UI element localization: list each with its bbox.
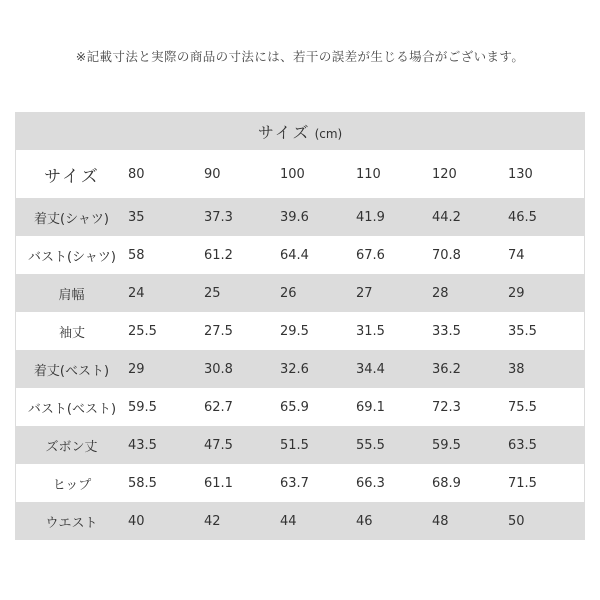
table-cell: [280, 198, 356, 236]
table-title-cell: [15, 112, 585, 150]
table-cell: [432, 426, 508, 464]
table-cell: [508, 388, 585, 426]
cell-value: 29: [128, 361, 145, 377]
cell-value: 50: [508, 513, 525, 529]
cell-value: 74: [508, 247, 525, 263]
cell-value: 42: [204, 513, 221, 529]
table-cell: [356, 502, 432, 540]
table-cell: [128, 464, 204, 502]
table-cell: [356, 464, 432, 502]
cell-value: 55.5: [356, 437, 385, 453]
size-header-row: [15, 150, 585, 198]
cell-value: 41.9: [356, 209, 385, 225]
cell-value: 62.7: [204, 399, 233, 415]
table-cell: [280, 274, 356, 312]
table-cell: [204, 388, 280, 426]
cell-value: 63.5: [508, 437, 537, 453]
table-cell: [128, 198, 204, 236]
table-cell: [356, 274, 432, 312]
table-cell: [280, 426, 356, 464]
size-header-cell: [432, 150, 508, 198]
cell-value: 38: [508, 361, 525, 377]
cell-value: 59.5: [432, 437, 461, 453]
size-header-cell: [128, 150, 204, 198]
table-cell: [356, 426, 432, 464]
table-cell: [432, 350, 508, 388]
size-header-cell: [204, 150, 280, 198]
table-row: [15, 312, 585, 350]
table-cell: [508, 350, 585, 388]
table-row: [15, 198, 585, 236]
row-label: ヒップ: [15, 464, 128, 502]
cell-value: 35: [128, 209, 145, 225]
table-cell: [432, 236, 508, 274]
table-cell: [508, 312, 585, 350]
table-cell: [356, 350, 432, 388]
cell-value: 39.6: [280, 209, 309, 225]
cell-value: 33.5: [432, 323, 461, 339]
cell-value: 67.6: [356, 247, 385, 263]
table-cell: [508, 426, 585, 464]
cell-value: 72.3: [432, 399, 461, 415]
cell-value: 58: [128, 247, 145, 263]
cell-value: 59.5: [128, 399, 157, 415]
table-cell: [356, 312, 432, 350]
table-title-row: [15, 112, 585, 150]
table-row: [15, 350, 585, 388]
table-cell: [204, 274, 280, 312]
cell-value: 46: [356, 513, 373, 529]
row-label: ズボン丈: [15, 426, 128, 464]
table-cell: [280, 236, 356, 274]
size-90: 90: [204, 166, 221, 182]
cell-value: 65.9: [280, 399, 309, 415]
table-cell: [128, 426, 204, 464]
table-cell: [204, 198, 280, 236]
table-cell: [508, 502, 585, 540]
size-120: 120: [432, 166, 457, 182]
table-cell: [280, 388, 356, 426]
size-100: 100: [280, 166, 305, 182]
table-row: [15, 502, 585, 540]
table-cell: [356, 388, 432, 426]
cell-value: 75.5: [508, 399, 537, 415]
cell-value: 27.5: [204, 323, 233, 339]
cell-value: 26: [280, 285, 297, 301]
cell-value: 29: [508, 285, 525, 301]
size-header-cell: [356, 150, 432, 198]
cell-value: 64.4: [280, 247, 309, 263]
table-cell: [508, 236, 585, 274]
cell-value: 47.5: [204, 437, 233, 453]
table-cell: [356, 236, 432, 274]
size-header-cell: [280, 150, 356, 198]
cell-value: 58.5: [128, 475, 157, 491]
cell-value: 29.5: [280, 323, 309, 339]
cell-value: 61.1: [204, 475, 233, 491]
row-label: バスト(ベスト): [15, 388, 128, 426]
table-row: [15, 274, 585, 312]
cell-value: 37.3: [204, 209, 233, 225]
table-title: サイズ: [257, 122, 311, 142]
table-cell: [128, 502, 204, 540]
table-cell: [280, 312, 356, 350]
size-110: 110: [356, 166, 381, 182]
table-cell: [128, 312, 204, 350]
cell-value: 69.1: [356, 399, 385, 415]
cell-value: 43.5: [128, 437, 157, 453]
table-cell: [204, 312, 280, 350]
cell-value: 68.9: [432, 475, 461, 491]
cell-value: 36.2: [432, 361, 461, 377]
cell-value: 32.6: [280, 361, 309, 377]
table-cell: [280, 464, 356, 502]
table-cell: [508, 198, 585, 236]
table-cell: [432, 198, 508, 236]
row-label: 着丈(ベスト): [15, 350, 128, 388]
size-header-label: サイズ: [15, 150, 128, 198]
table-row: [15, 388, 585, 426]
size-130: 130: [508, 166, 533, 182]
cell-value: 34.4: [356, 361, 385, 377]
table-cell: [128, 236, 204, 274]
table-row: [15, 464, 585, 502]
cell-value: 48: [432, 513, 449, 529]
cell-value: 31.5: [356, 323, 385, 339]
cell-value: 44.2: [432, 209, 461, 225]
cell-value: 28: [432, 285, 449, 301]
table-cell: [280, 502, 356, 540]
table-cell: [204, 426, 280, 464]
measurement-rows: [15, 198, 585, 540]
table-cell: [128, 350, 204, 388]
table-cell: [204, 464, 280, 502]
row-label: バスト(シャツ): [15, 236, 128, 274]
table-row: [15, 426, 585, 464]
cell-value: 27: [356, 285, 373, 301]
row-label: 肩幅: [15, 274, 128, 312]
table-cell: [280, 350, 356, 388]
table-cell: [128, 388, 204, 426]
cell-value: 25: [204, 285, 221, 301]
disclaimer-note: ※記載寸法と実際の商品の寸法には、若干の誤差が生じる場合がございます。: [75, 49, 525, 64]
cell-value: 71.5: [508, 475, 537, 491]
table-cell: [432, 312, 508, 350]
table-cell: [128, 274, 204, 312]
table-cell: [204, 350, 280, 388]
size-80: 80: [128, 166, 145, 182]
table-cell: [356, 198, 432, 236]
table-unit: (cm): [314, 126, 343, 141]
table-cell: [432, 464, 508, 502]
cell-value: 66.3: [356, 475, 385, 491]
row-label: 着丈(シャツ): [15, 198, 128, 236]
cell-value: 40: [128, 513, 145, 529]
cell-value: 61.2: [204, 247, 233, 263]
size-header-cell: [508, 150, 585, 198]
cell-value: 44: [280, 513, 297, 529]
table-cell: [508, 464, 585, 502]
table-cell: [432, 388, 508, 426]
cell-value: 25.5: [128, 323, 157, 339]
cell-value: 70.8: [432, 247, 461, 263]
cell-value: 51.5: [280, 437, 309, 453]
table-cell: [508, 274, 585, 312]
row-label: ウエスト: [15, 502, 128, 540]
cell-value: 46.5: [508, 209, 537, 225]
cell-value: 63.7: [280, 475, 309, 491]
size-chart-table: [15, 112, 585, 540]
table-cell: [204, 236, 280, 274]
cell-value: 24: [128, 285, 145, 301]
cell-value: 35.5: [508, 323, 537, 339]
table-cell: [204, 502, 280, 540]
cell-value: 30.8: [204, 361, 233, 377]
table-row: [15, 236, 585, 274]
table-cell: [432, 502, 508, 540]
row-label: 袖丈: [15, 312, 128, 350]
table-cell: [432, 274, 508, 312]
